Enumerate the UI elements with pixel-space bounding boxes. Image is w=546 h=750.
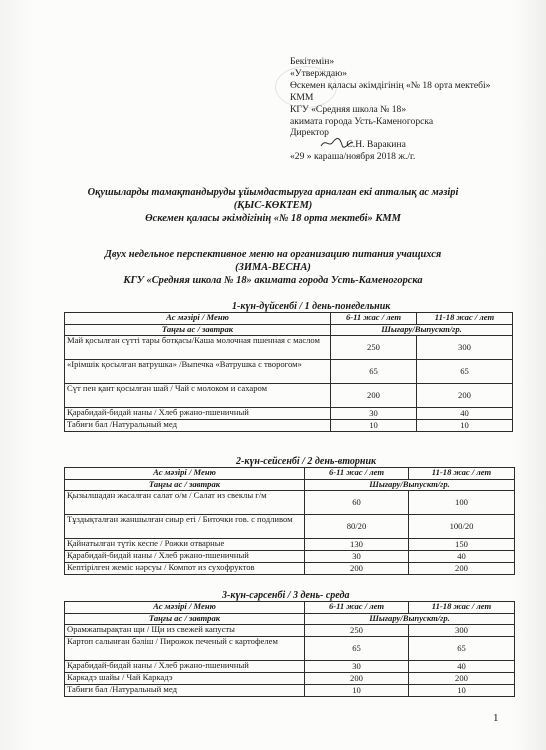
approval-block	[290, 56, 540, 163]
director-name: С.Н. Варакина	[346, 139, 406, 151]
approval-date: «29 » караша/ноября 2018 ж./г.	[290, 151, 416, 163]
portion-6-11: 10	[305, 685, 409, 697]
portion-6-11: 10	[331, 420, 417, 432]
dish-name: Қарабидай-бидай наны / Хлеб ржано-пшеничный	[65, 551, 305, 563]
dish-name: Сүт пен қант қосылған шай / Чай с молоком и сахаром	[65, 384, 331, 408]
title-ru-line3: КГУ «Средняя школа № 18» акимата города Усть-Каменогорска	[123, 275, 423, 286]
dish-name: Май қосылған сүтті тары ботқасы/Каша молочная пшенная с маслом	[65, 336, 331, 360]
approval-line: Бекітемін»	[290, 56, 335, 67]
portion-6-11: 130	[305, 539, 409, 551]
portion-6-11: 200	[331, 384, 417, 408]
day-title: 2-күн-сейсенбі / 2 день-вторник	[236, 456, 377, 467]
portion-11-18: 300	[409, 625, 515, 637]
portion-11-18: 65	[417, 360, 513, 384]
table-row	[65, 551, 515, 563]
portion-11-18: 300	[417, 336, 513, 360]
portion-11-18: 200	[409, 673, 515, 685]
table-row	[65, 539, 515, 551]
table-row	[65, 408, 513, 420]
title-kz-line3: Өскемен қаласы әкімдігінің «№ 18 орта мектебі» КММ	[145, 213, 401, 224]
approval-line: Директор	[290, 127, 329, 139]
day-title: 1-күн-дүйсенбі / 1 день-понедельник	[232, 301, 391, 312]
page-number: 1	[493, 712, 499, 724]
menu-header: Ас мәзірі / Меню	[65, 468, 305, 480]
portion-6-11: 60	[305, 491, 409, 515]
age-header: 6-11 жас / лет	[305, 468, 409, 480]
portion-6-11: 30	[305, 551, 409, 563]
table-row	[65, 685, 515, 697]
menu-table-day3	[64, 601, 515, 697]
age-header: 6-11 жас / лет	[331, 313, 417, 325]
portion-6-11: 80/20	[305, 515, 409, 539]
portion-6-11: 250	[305, 625, 409, 637]
portion-11-18: 200	[409, 563, 515, 575]
table-row	[65, 661, 515, 673]
dish-name: Орамжапырақтан щи / Щи из свежей капусты	[65, 625, 305, 637]
menu-header: Ас мәзірі / Меню	[65, 602, 305, 614]
dish-name: Каркадэ шайы / Чай Каркадэ	[65, 673, 305, 685]
table-row	[65, 515, 515, 539]
yield-header: Шығару/Выпускт/гр.	[305, 614, 515, 625]
dish-name: Табиғи бал /Натуральный мед	[65, 420, 331, 432]
portion-11-18: 10	[417, 420, 513, 432]
portion-6-11: 200	[305, 563, 409, 575]
table-row	[65, 384, 513, 408]
portion-6-11: 30	[305, 661, 409, 673]
portion-11-18: 40	[417, 408, 513, 420]
title-kz-line1: Оқушыларды тамақтандыруды ұйымдастыруға арналған екі апталық ас мәзірі	[87, 187, 459, 198]
table-row	[65, 625, 515, 637]
portion-11-18: 10	[409, 685, 515, 697]
dish-name: Қарабидай-бидай наны / Хлеб ржано-пшеничный	[65, 408, 331, 420]
dish-name: Тұздықталған жаншылған сиыр еті / Биточки гов. с подливом	[65, 515, 305, 539]
table-row	[65, 637, 515, 661]
approval-line: акимата города Усть-Каменогорска	[290, 115, 434, 127]
portion-6-11: 30	[331, 408, 417, 420]
dish-name: Қайнатылған түтік кеспе / Рожки отварные	[65, 539, 305, 551]
dish-name: Кептірілген жеміс нәрсуы / Компот из сухофруктов	[65, 563, 305, 575]
table-row	[65, 563, 515, 575]
portion-11-18: 100	[409, 491, 515, 515]
age-header: 11-18 жас / лет	[409, 602, 515, 614]
approval-line: КММ	[290, 91, 314, 103]
menu-header: Ас мәзірі / Меню	[65, 313, 331, 325]
portion-6-11: 250	[331, 336, 417, 360]
meal-header: Таңғы ас / завтрак	[65, 614, 305, 625]
meal-header: Таңғы ас / завтрак	[65, 480, 305, 491]
portion-6-11: 200	[305, 673, 409, 685]
title-ru-line2: (ЗИМА-ВЕСНА)	[235, 262, 311, 273]
title-kz-line2: (ҚЫС-КӨКТЕМ)	[233, 200, 313, 211]
table-row	[65, 673, 515, 685]
age-header: 11-18 жас / лет	[417, 313, 513, 325]
approval-line: КГУ «Средняя школа № 18»	[290, 103, 407, 115]
table-row	[65, 360, 513, 384]
day-title: 3-күн-сәрсенбі / 3 день- среда	[222, 590, 350, 601]
dish-name: Табиғи бал /Натуральный мед	[65, 685, 305, 697]
dish-name: Қызылшадан жасалған салат о/м / Салат из свеклы г/м	[65, 491, 305, 515]
table-row	[65, 336, 513, 360]
portion-11-18: 200	[417, 384, 513, 408]
portion-6-11: 65	[331, 360, 417, 384]
title-ru-line1: Двух недельное перспективное меню на организацию питания учащихся	[104, 249, 442, 260]
approval-line: Өскемен қаласы әкімдігінің «№ 18 орта мектебі»	[290, 79, 491, 91]
portion-11-18: 100/20	[409, 515, 515, 539]
meal-header: Таңғы ас / завтрак	[65, 325, 331, 336]
yield-header: Шығару/Выпускт/гр.	[305, 480, 515, 491]
age-header: 11-18 жас / лет	[409, 468, 515, 480]
portion-11-18: 150	[409, 539, 515, 551]
age-header: 6-11 жас / лет	[305, 602, 409, 614]
portion-6-11: 65	[305, 637, 409, 661]
signature-line	[290, 139, 540, 151]
menu-table-day1	[64, 312, 513, 432]
dish-name: «Ірімшік қосылған ватрушка» /Выпечка «Ватрушка с творогом»	[65, 360, 331, 384]
dish-name: Қарабидай-бидай наны / Хлеб ржано-пшеничный	[65, 661, 305, 673]
portion-11-18: 40	[409, 551, 515, 563]
dish-name: Картоп салынған бәліш / Пирожок печеный с картофелем	[65, 637, 305, 661]
approval-line: «Утверждаю»	[290, 67, 348, 79]
menu-table-day2	[64, 467, 515, 575]
table-row	[65, 491, 515, 515]
portion-11-18: 40	[409, 661, 515, 673]
portion-11-18: 65	[409, 637, 515, 661]
yield-header: Шығару/Выпускт/гр.	[331, 325, 513, 336]
table-row	[65, 420, 513, 432]
